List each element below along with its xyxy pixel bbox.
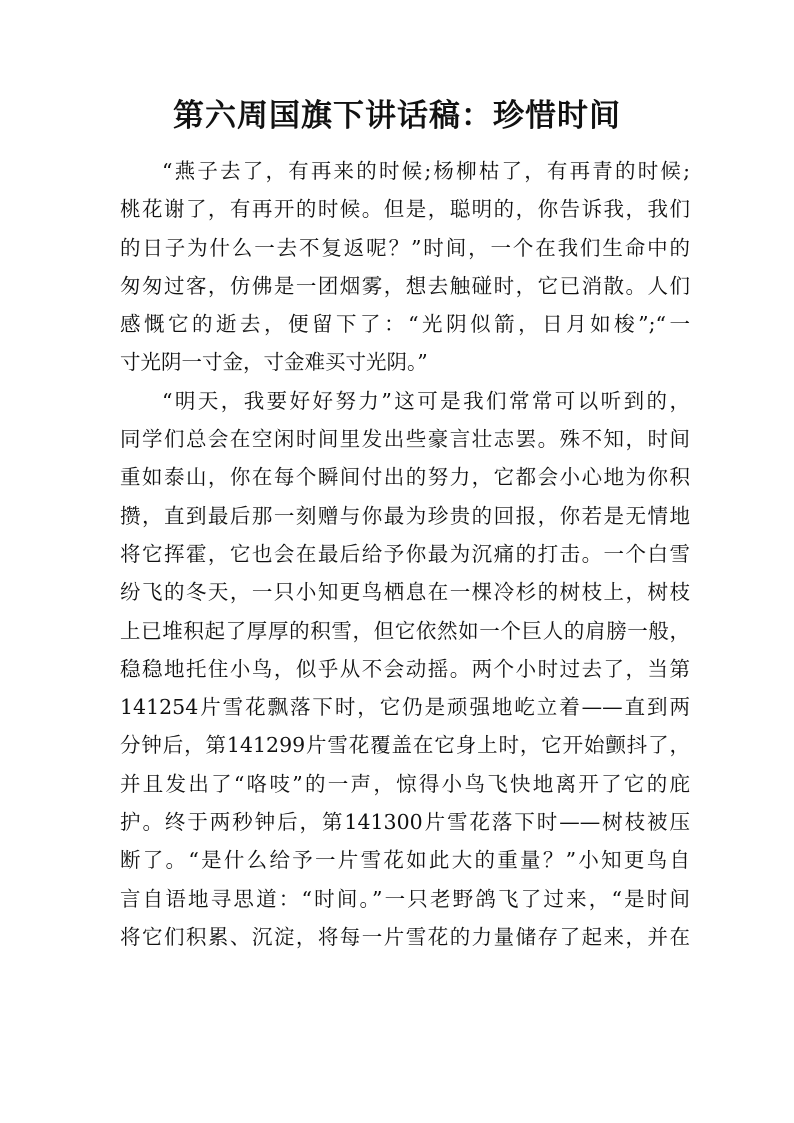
text-line: “明天，我要好好努力”这可是我们常常可以听到的， [162, 388, 690, 413]
text-line: 感慨它的逝去，便留下了：“光阴似箭，日月如梭”;“一 [120, 312, 690, 337]
text-line: 稳稳地托住小鸟，似乎从不会动摇。两个小时过去了，当第 [120, 656, 690, 681]
text-line: 将它们积累、沉淀，将每一片雪花的力量储存了起来，并在 [120, 924, 690, 949]
text-line: 的日子为什么一去不复返呢？”时间，一个在我们生命中的 [120, 235, 690, 260]
text-line: 重如泰山，你在每个瞬间付出的努力，它都会小心地为你积 [120, 465, 690, 490]
text-line: 攒，直到最后那一刻赠与你最为珍贵的回报，你若是无情地 [120, 503, 690, 528]
text-line: 同学们总会在空闲时间里发出些豪言壮志罢。殊不知，时间 [120, 427, 690, 452]
text-line: 断了。“是什么给予一片雪花如此大的重量？”小知更鸟自 [120, 848, 690, 873]
text-line: 言自语地寻思道：“时间。”一只老野鸽飞了过来，“是时间 [120, 886, 690, 911]
text-line: 纷飞的冬天，一只小知更鸟栖息在一棵冷杉的树枝上，树枝 [120, 580, 690, 605]
text-line: 桃花谢了，有再开的时候。但是，聪明的，你告诉我，我们 [120, 197, 690, 222]
document-title: 第六周国旗下讲话稿：珍惜时间 [173, 98, 621, 134]
text-line: 寸光阴一寸金，寸金难买寸光阴。” [120, 350, 428, 375]
text-line: 护。终于两秒钟后，第141300片雪花落下时——树枝被压 [120, 810, 690, 835]
text-line: 141254片雪花飘落下时，它仍是顽强地屹立着——直到两 [120, 695, 690, 720]
document-body [120, 152, 690, 956]
text-line: 上已堆积起了厚厚的积雪，但它依然如一个巨人的肩膀一般， [120, 618, 690, 643]
text-line: 分钟后，第141299片雪花覆盖在它身上时，它开始颤抖了， [120, 733, 690, 758]
text-line: 匆匆过客，仿佛是一团烟雾，想去触碰时，它已消散。人们 [120, 273, 690, 298]
text-line: 并且发出了“咯吱”的一声，惊得小鸟飞快地离开了它的庇 [120, 771, 690, 796]
text-line: “燕子去了，有再来的时候;杨柳枯了，有再青的时候; [162, 159, 690, 183]
text-line: 将它挥霍，它也会在最后给予你最为沉痛的打击。一个白雪 [120, 541, 690, 566]
